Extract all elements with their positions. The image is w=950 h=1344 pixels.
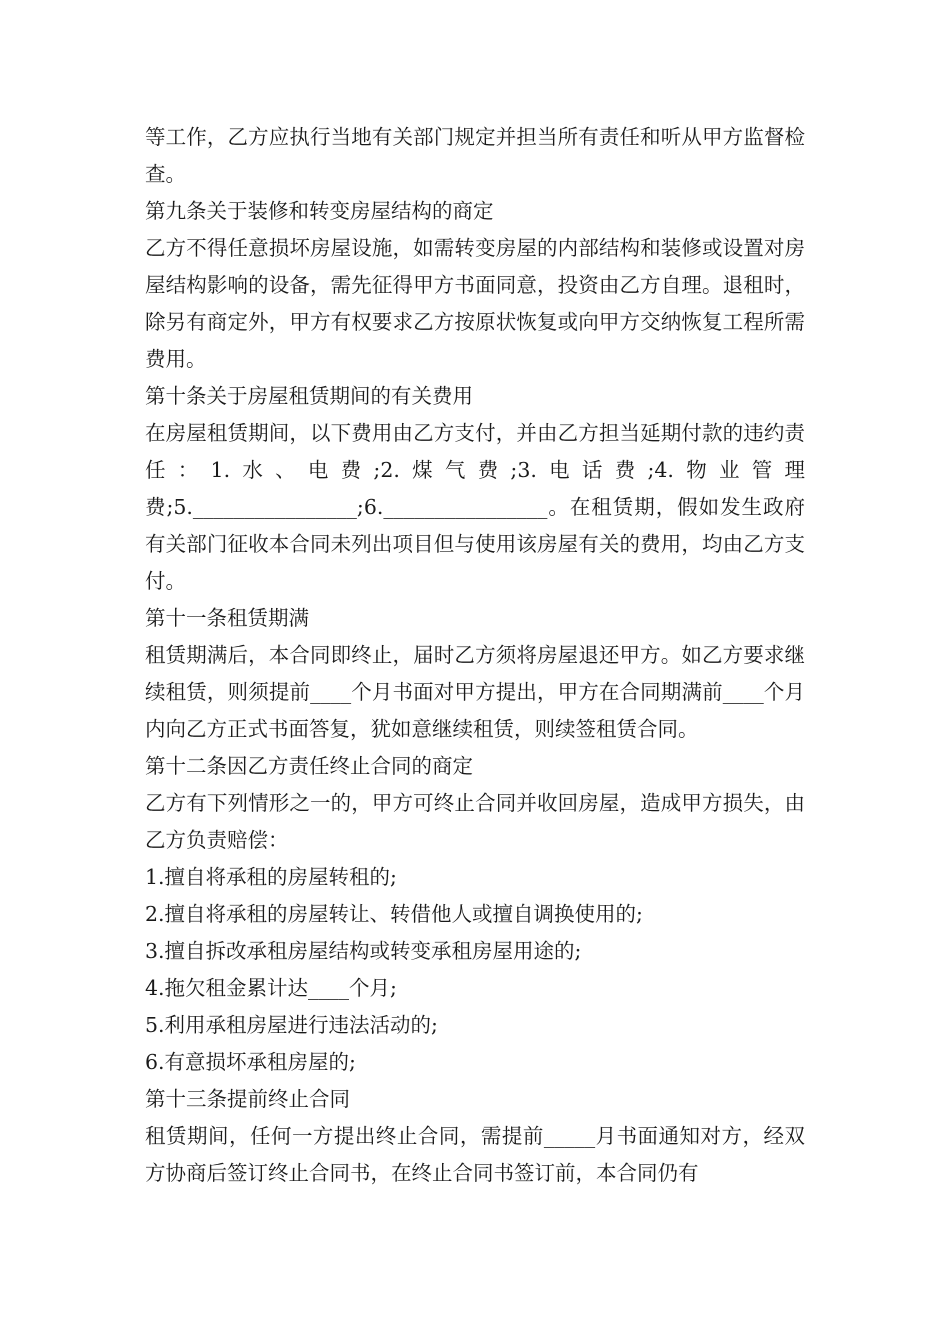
article-12-body: 乙方有下列情形之一的，甲方可终止合同并收回房屋，造成甲方损失，由乙方负责赔偿： (145, 791, 805, 852)
article-11-body: 租赁期满后，本合同即终止，届时乙方须将房屋退还甲方。如乙方要求继续租赁，则须提前____个月书面对甲方提出，甲方在合同期满前____个月内向乙方正式书面答复，犹如意继续租赁，则续签租赁合同。 (145, 643, 805, 741)
article-9-heading: 第九条关于装修和转变房屋结构的商定 (145, 199, 494, 223)
article-10-heading: 第十条关于房屋租赁期间的有关费用 (145, 384, 473, 408)
list-item: 1.擅自将承租的房屋转租的; (145, 865, 397, 889)
article-13-heading: 第十三条提前终止合同 (145, 1087, 350, 1111)
article-10-body: 在房屋租赁期间，以下费用由乙方支付，并由乙方担当延期付款的违约责任：1.水、电费;2.煤气费;3.电话费;4.物业管理费;5.________________;6.________________。在租赁期，假如发生政府有关部门征收本合同未列出项目但与使用该房屋有关的费用，均由乙方支付。 (145, 421, 805, 593)
paragraph-continuation: 等工作，乙方应执行当地有关部门规定并担当所有责任和听从甲方监督检查。 (145, 125, 805, 186)
list-item: 4.拖欠租金累计达____个月; (145, 976, 397, 1000)
list-item: 5.利用承租房屋进行违法活动的; (145, 1013, 438, 1037)
article-9-body: 乙方不得任意损坏房屋设施，如需转变房屋的内部结构和装修或设置对房屋结构影响的设备，需先征得甲方书面同意，投资由乙方自理。退租时，除另有商定外，甲方有权要求乙方按原状恢复或向甲方交纳恢复工程所需费用。 (145, 236, 805, 371)
list-item: 6.有意损坏承租房屋的; (145, 1050, 356, 1074)
list-item: 2.擅自将承租的房屋转让、转借他人或擅自调换使用的; (145, 902, 643, 926)
document-body (145, 119, 805, 1192)
article-11-heading: 第十一条租赁期满 (145, 606, 309, 630)
article-13-body: 租赁期间，任何一方提出终止合同，需提前_____月书面通知对方，经双方协商后签订终止合同书，在终止合同书签订前，本合同仍有 (145, 1124, 805, 1185)
article-12-heading: 第十二条因乙方责任终止合同的商定 (145, 754, 473, 778)
list-item: 3.擅自拆改承租房屋结构或转变承租房屋用途的; (145, 939, 582, 963)
